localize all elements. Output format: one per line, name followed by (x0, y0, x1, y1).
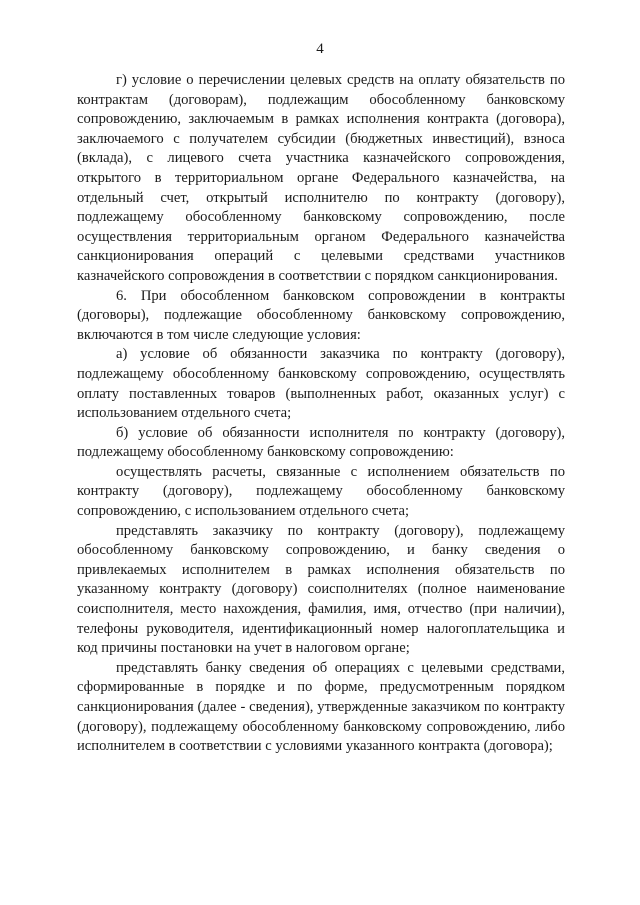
paragraph-subcontractor-info: представлять заказчику по контракту (договору), подлежащему обособленному банковскому сопровождению, и банку сведения о привлекаемых исполнителем в рамках исполнения обязательств по указанному контракту (договору) соисполнителях (полное наименование соисполнителя, место нахождения, фамилия, имя, отчество (при наличии), телефоны руководителя, идентификационный номер налогоплательщика и код причины постановки на учет в налоговом органе; (77, 522, 565, 657)
paragraph-operations-info: представлять банку сведения об операциях с целевыми средствами, сформированные в порядке и по форме, предусмотренным порядком санкционирования (далее - сведения), утвержденные заказчиком по контракту (договору), подлежащему обособленному банковскому сопровождению, либо исполнителем в соответствии с условиями указанного контракта (договора); (77, 659, 565, 755)
page-number: 4 (316, 41, 324, 57)
paragraph-b-contractor-obligation: б) условие об обязанности исполнителя по контракту (договору), подлежащему обособленному банковскому сопровождению: (77, 424, 565, 461)
paragraph-settlements: осуществлять расчеты, связанные с исполнением обязательств по контракту (договору), подлежащему обособленному банковскому сопровождению, с использованием отдельного счета; (77, 463, 565, 520)
document-body (77, 71, 565, 757)
paragraph-a-customer-obligation: а) условие об обязанности заказчика по контракту (договору), подлежащему обособленному банковскому сопровождению, осуществлять оплату поставленных товаров (выполненных работ, оказанных услуг) с использованием отдельного счета; (77, 346, 565, 422)
paragraph-g-funds-transfer-condition: г) условие о перечислении целевых средств на оплату обязательств по контрактам (договорам), подлежащим обособленному банковскому сопровождению, заключаемым в рамках исполнения контракта (договора), заключаемого с получателем субсидии (бюджетных инвестиций), взноса (вклада), с лицевого счета участника казначейского сопровождения, открытого в территориальном органе Федерального казначейства, на отдельный счет, открытый исполнителю по контракту (договору), подлежащему обособленному банковскому сопровождению, после осуществления территориальным органом Федерального казначейства санкционирования операций с целевыми средствами участников казначейского сопровождения в соответствии с порядком санкционирования. (77, 72, 565, 284)
paragraph-6-contract-conditions: 6. При обособленном банковском сопровождении в контракты (договоры), подлежащие обособленному банковскому сопровождению, включаются в том числе следующие условия: (77, 287, 565, 343)
